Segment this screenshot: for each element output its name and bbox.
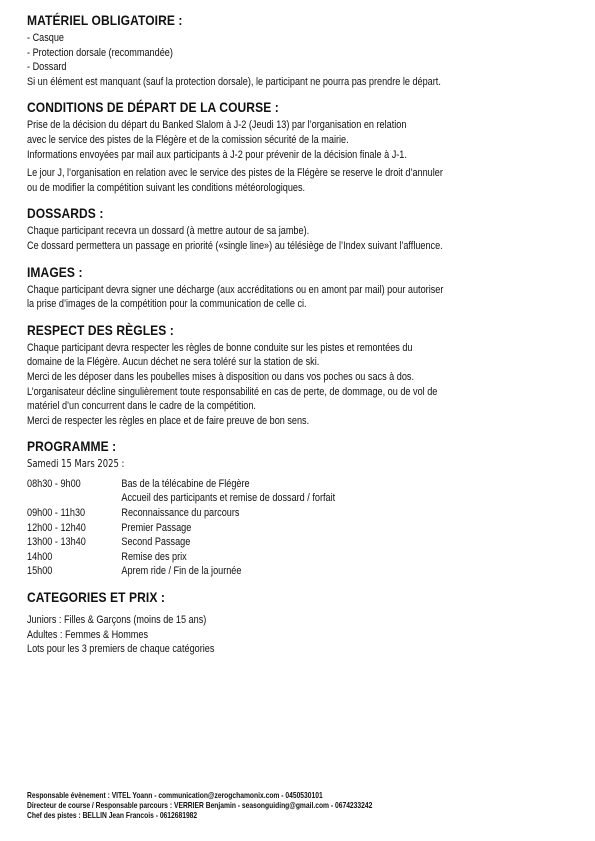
text-line: Lots pour les 3 premiers de chaque catégories xyxy=(27,643,215,656)
section-materiel xyxy=(27,12,567,89)
schedule-time: 12h00 - 12h40 xyxy=(27,521,86,534)
section-programme xyxy=(27,438,567,579)
schedule-row xyxy=(27,506,459,521)
section-title: CONDITIONS DE DÉPART DE LA COURSE : xyxy=(27,99,279,116)
schedule-activity: Second Passage xyxy=(121,536,191,549)
text-line: ou de modifier la compétition suivant les conditions météorologiques. xyxy=(27,181,306,194)
section-images xyxy=(27,264,567,312)
text-line: Adultes : Femmes & Hommes xyxy=(27,628,149,641)
schedule-row xyxy=(27,521,459,536)
text-line: - Protection dorsale (recommandée) xyxy=(27,46,173,59)
schedule-time: 13h00 - 13h40 xyxy=(27,536,86,549)
text-line: domaine de la Flégère. Aucun déchet ne sera toléré sur la station de ski. xyxy=(27,356,320,369)
schedule-activity: Remise des prix xyxy=(121,550,187,563)
text-line: Merci de respecter les règles en place et de faire preuve de bon sens. xyxy=(27,414,310,427)
schedule-activity: Reconnaissance du parcours xyxy=(121,507,240,520)
document-body xyxy=(27,12,567,657)
schedule-time: 09h00 - 11h30 xyxy=(27,507,86,520)
text-line: - Casque xyxy=(27,32,64,44)
text-line: Informations envoyées par mail aux participants à J-2 pour prévenir de la décision finale à J-1. xyxy=(27,148,407,161)
footer-line: Chef des pistes : BELLIN Jean Francois - 0612681982 xyxy=(27,811,198,821)
text-line: matériel d’un concurrent dans le cadre de la compétition. xyxy=(27,400,256,413)
schedule-activity: Aprem ride / Fin de la journée xyxy=(121,565,242,578)
section-title: DOSSARDS : xyxy=(27,205,104,222)
schedule-row xyxy=(27,491,459,506)
text-line: Chaque participant recevra un dossard (à mettre autour de sa jambe). xyxy=(27,225,310,238)
text-line: Le jour J, l’organisation en relation avec le service des pistes de la Flégère se reserve le droit d’annuler xyxy=(27,167,443,180)
schedule-row xyxy=(27,550,459,565)
section-title: IMAGES : xyxy=(27,263,83,280)
text-line: Chaque participant devra signer une décharge (aux accréditations ou en amont par mail) pour autoriser xyxy=(27,283,444,296)
text-line: Merci de les déposer dans les poubelles mises à disposition ou dans vos poches ou sacs à dos. xyxy=(27,370,414,383)
text-line: Ce dossard permettera un passage en priorité («single line») au télésiège de l’Index suivant l’affluence. xyxy=(27,239,443,252)
schedule-time: 15h00 xyxy=(27,565,53,578)
section-dossards xyxy=(27,205,567,253)
text-line: avec le service des pistes de la Flégère et de la comission sécurité de la mairie. xyxy=(27,133,349,146)
section-title: RESPECT DES RÈGLES : xyxy=(27,321,174,338)
section-respect xyxy=(27,322,567,429)
schedule-time: 14h00 xyxy=(27,550,53,563)
section-categories xyxy=(27,589,567,657)
footer-line: Responsable évènement : VITEL Yoann - communication@zerogchamonix.com - 0450530101 xyxy=(27,791,323,800)
footer-line: Directeur de course / Responsable parcours : VERRIER Benjamin - seasonguiding@gmail.com - 0674233242 xyxy=(27,801,373,811)
schedule-time: 08h30 - 9h00 xyxy=(27,477,81,490)
schedule-row xyxy=(27,564,459,579)
text-line: Si un élément est manquant (sauf la protection dorsale), le participant ne pourra pas prendre le départ. xyxy=(27,75,441,88)
section-title: CATEGORIES ET PRIX : xyxy=(27,589,165,606)
footer-contacts xyxy=(27,791,587,822)
text-line: Juniors : Filles & Garçons (moins de 15 ans) xyxy=(27,614,207,627)
section-title: MATÉRIEL OBLIGATOIRE : xyxy=(27,12,183,28)
section-title: PROGRAMME : xyxy=(27,438,117,455)
schedule-activity: Premier Passage xyxy=(121,521,192,534)
text-line: Chaque participant devra respecter les règles de bonne conduite sur les pistes et remontées du xyxy=(27,341,413,354)
schedule-row xyxy=(27,477,459,492)
programme-date: Samedi 15 Mars 2025 : xyxy=(27,458,125,471)
text-line: la prise d’images de la compétition pour la communication de celle ci. xyxy=(27,298,307,311)
schedule-activity: Bas de la télécabine de Flégère xyxy=(121,477,250,490)
schedule-time xyxy=(27,491,121,506)
text-line: L’organisateur décline singulièrement toute responsabilité en cas de perte, de dommage, ou de vol de xyxy=(27,385,438,398)
text-line: Prise de la décision du départ du Banked Slalom à J-2 (Jeudi 13) par l’organisation en relation xyxy=(27,119,407,132)
section-conditions xyxy=(27,99,567,195)
schedule-activity: Accueil des participants et remise de dossard / forfait xyxy=(121,492,336,505)
text-line: - Dossard xyxy=(27,61,67,74)
schedule-row xyxy=(27,535,459,550)
